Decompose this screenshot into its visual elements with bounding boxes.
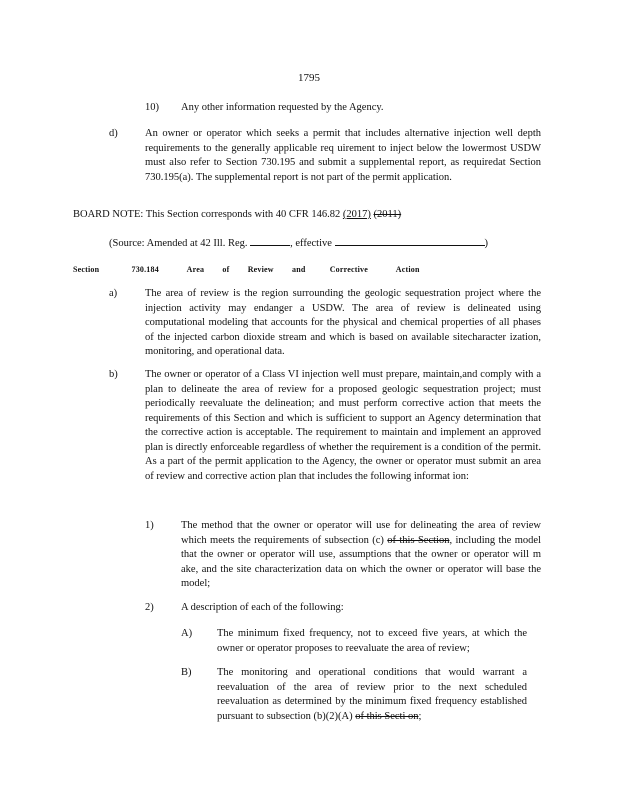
source-middle: , effective (290, 238, 332, 249)
section-label: Section (73, 265, 100, 274)
item-b1-deleted: of this Section (387, 534, 450, 546)
item-b2a-text: The minimum fixed frequency, not to exceed five years, at which the owner or operator proposes to reevaluate the area of review; (217, 628, 527, 654)
item-b1-text-part: , including the model that the owner or operator will use, assumptions that the owner or operator will m ake, and the site characterization data on which the owner or operator will base the model; (181, 534, 541, 589)
section-title-word: Area (186, 265, 205, 274)
section-title-word: of (222, 265, 230, 274)
source-suffix: ) (484, 238, 489, 249)
item-d-text: An owner or operator which seeks a permit that includes alternative injection well depth requirements to the generally applicable req uirement to inject below the lowermost USDW must also refer to Section 730.195 and submit a supplemental report, as requiredat Section 730.195(a). The supplemental report is not part of the permit application. (145, 128, 541, 183)
item-b1-text-part: The method that the owner or operator will use for delineating the area of review which meets the requirements of subsection (c) (181, 520, 541, 546)
item-b-label: b) (109, 369, 118, 380)
board-note-inserted: (2017) (342, 209, 371, 220)
section-title-word: Action (395, 265, 420, 274)
item-b2b-text (217, 666, 527, 724)
board-note (73, 208, 543, 223)
source-line (109, 235, 549, 252)
item-b2b-text-part: The monitoring and operational conditions that would warrant a reevaluation of the area of review prior to the next scheduled reevaluation as determined by the minimum fixed frequency established pursuant to subsection (b)(2)(A) (217, 667, 527, 722)
item-b2b-text-part: ; (418, 710, 422, 722)
page-number: 1795 (298, 72, 320, 84)
item-b2-text: A description of each of the following: (181, 602, 344, 613)
item-d-label: d) (109, 128, 118, 139)
board-note-text: BOARD NOTE: This Section corresponds with 40 CFR 146.82 (73, 209, 343, 220)
section-heading (73, 265, 436, 274)
item-b2a-label: A) (181, 628, 193, 639)
section-title-word: and (292, 265, 306, 274)
reg-blank (250, 235, 290, 246)
item-b1-label: 1) (145, 520, 154, 531)
item-b1-text (181, 519, 541, 592)
section-title-word: Corrective (329, 265, 368, 274)
section-number: 730.184 (131, 265, 159, 274)
item-a-label: a) (109, 288, 118, 299)
item-a-text: The area of review is the region surrounding the geologic sequestration project where the injection activity may endanger a USDW. The area of review is delineated using computational modeling that accounts for the physical and chemical properties of all phases of the injected carbon dioxide stream and which is based on available sitecharacter ization, monitoring, and operational data. (145, 288, 541, 357)
item-b2b-label: B) (181, 667, 192, 678)
source-prefix: (Source: Amended at 42 Ill. Reg. (109, 238, 248, 249)
item-10-text: Any other information requested by the Agency. (181, 102, 384, 113)
board-note-deleted: (2011) (373, 209, 402, 220)
item-10-label: 10) (145, 102, 159, 113)
effective-blank (335, 235, 485, 246)
item-b2b-deleted: of this Secti on (355, 710, 419, 722)
section-title-word: Review (247, 265, 274, 274)
item-b-text: The owner or operator of a Class VI injection well must prepare, maintain,and comply with a plan to delineate the area of review for a proposed geologic sequestration project; must periodically reevaluate the delineation; and must perform corrective action that meets the requirements of this Section and which is sufficient to support an Agency determination that the corrective action is acceptable. The requirement to maintain and implement an approved plan is directly enforceable regardless of whether the requirement is a condition of the permit. As a part of the permit application to the Agency, the owner or operator must submit an area of review and corrective action plan that includes the following informat ion: (145, 369, 541, 482)
item-b2-label: 2) (145, 602, 154, 613)
